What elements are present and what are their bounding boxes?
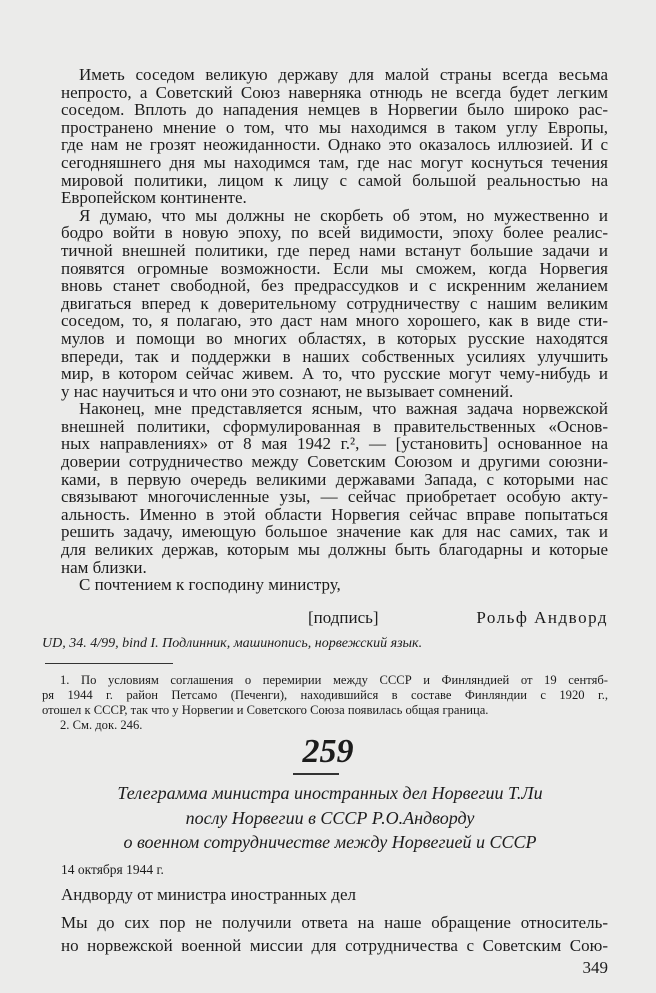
text-line: двигаться вперед к доверительному сотрудничеству с нашим великим [61,293,608,313]
text-line: но норвежской военной миссии для сотрудничества с Советским Сою- [61,936,608,955]
title-line: послу Норвегии в СССР Р.О.Андворду [185,807,475,828]
footnote-1-line: ря 1944 г. район Петсамо (Печенги), находившийся в составе Финляндии с 1920 г., [42,688,608,702]
document-body [61,911,608,957]
text-line: тичной внешней политики, где перед нами встанут большие задачи и [61,240,608,260]
text-line: ных направлениях» от 8 мая 1942 г.², — [установить] основанное на [61,434,608,454]
document-number: 259 [302,733,354,770]
footnote-2: 2. См. док. 246. [60,718,143,732]
text-line: Иметь соседом великую державу для малой страны всегда весьма [79,65,608,84]
text-line: внешней политики, сформулированная в правительственных «Основ- [61,416,608,436]
signer-name: Рольф Андворд [476,608,608,627]
text-line: альность. Именно в этой области Норвегия сейчас вправе попытаться [61,504,608,524]
text-line: сегодняшнего дня мы находимся там, где нас могут коснуться течения [61,152,608,172]
signature-mark: [подпись] [308,608,379,627]
text-line: Мы до сих пор не получили ответа на наше обращение относитель- [61,913,608,932]
footnote-divider [45,663,173,664]
footnotes [42,673,608,733]
text-line: ками, в первую очередь великими державами Запада, с которыми нас [61,469,608,489]
text-line: решить задачу, имеющую большое значение как для нас самих, так и [61,522,608,542]
document-title [40,781,620,855]
addressee: Андворду от министра иностранных дел [61,885,356,904]
title-line: Телеграмма министра иностранных дел Норвегии Т.Ли [117,783,543,803]
text-line: впереди, так и поддержки в наших собственных усилиях улучшить [61,346,608,366]
text-line: Европейском континенте. [61,188,247,208]
text-line: для великих держав, которым мы должны быть благодарны и которые [61,540,608,560]
footnote-1-line: отошел к СССР, так что у Норвегии и Советского Союза появилась общая граница. [42,703,489,717]
text-line: доверии сотрудничество между Советским Союзом и другими союзни- [61,452,608,472]
page-number: 349 [582,958,608,977]
paragraph-2 [61,207,608,401]
text-line: Я думаю, что мы должны не скорбеть об этом, но мужественно и [79,205,608,225]
document-number-underline [293,773,339,775]
paragraph-3 [61,400,608,576]
text-line: вновь станет свободной, без предрассудков и с искренним желанием [61,276,608,296]
document-date: 14 октября 1944 г. [61,862,164,877]
letter-body [61,66,608,594]
text-line: появятся огромные возможности. Если мы сможем, когда Норвегия [61,258,608,278]
closing: С почтением к господину министру, [79,575,341,595]
archive-source: UD, 34. 4/99, bind I. Подлинник, машинопись, норвежский язык. [42,636,423,651]
title-line: о военном сотрудничестве между Норвегией и СССР [123,832,537,852]
footnote-1: 1. По условиям соглашения о перемирии между СССР и Финляндией от 19 сентяб- [60,673,608,687]
text-line: где нам не грозят неожиданности. Однако это оказалось иллюзией. И с [61,135,608,155]
text-line: бодро войти в новую эпоху, по всей видимости, эпоху более реалис- [61,223,608,243]
text-line: связывают многочисленные узы, — сейчас приобретает особую акту- [61,487,608,507]
text-line: мировой политики, лицом к лицу с самой большой реальностью на [61,170,608,190]
text-line: у нас научиться и что они это сознают, не вызывает сомнений. [61,381,514,401]
text-line: нам близки. [61,557,147,577]
text-line: мулов и помощи во многих областях, в которых русские находятся [61,328,608,348]
text-line: мир, в котором сейчас живем. А то, что русские могут чему-нибудь и [61,364,608,384]
text-line: соседом, то, я полагаю, это даст нам много хорошего, как в виде сти- [61,311,608,331]
text-line: пространено мнение о том, что мы находимся в таком углу Европы, [61,117,608,137]
paragraph-1 [61,66,608,207]
text-line: Наконец, мне представляется ясным, что важная задача норвежской [79,399,608,419]
text-line: соседом. Вплоть до нападения немцев в Норвегии было широко рас- [61,100,608,120]
text-line: непросто, а Советский Союз наверняка отнюдь не всегда будет легким [61,82,608,102]
